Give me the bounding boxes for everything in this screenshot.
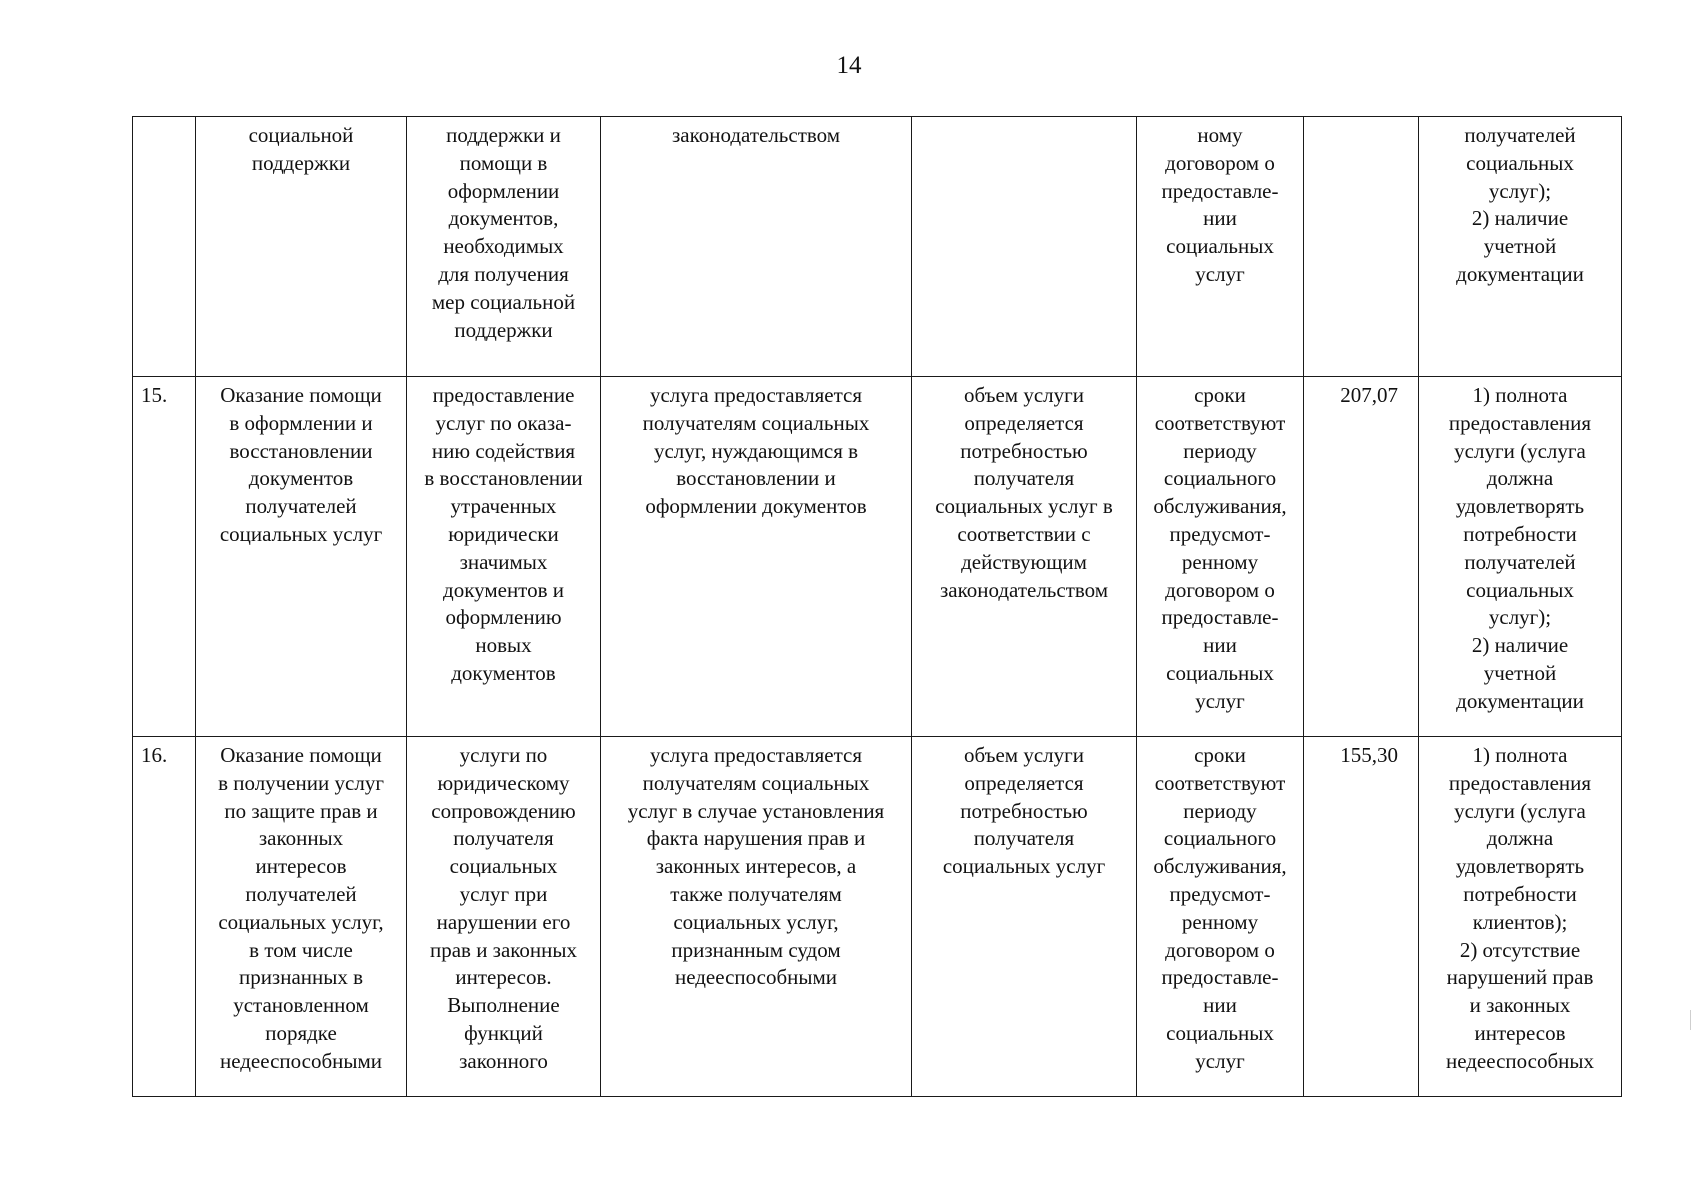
service-volume-cell: объем услуги определяется потребностью получателя социальных услуг [912, 737, 1137, 1097]
service-quality-cell: 1) полнота предоставления услуги (услуга должна удовлетворять потребности получателей социальных услуг); 2) наличие учетной документации [1419, 377, 1622, 737]
page-number: 14 [836, 52, 862, 79]
service-content-cell: поддержки и помощи в оформлении документов, необходимых для получения мер социальной поддержки [407, 117, 601, 377]
service-volume-cell [912, 117, 1137, 377]
service-content-cell: услуги по юридическому сопровождению получателя социальных услуг при нарушении его прав и законных интересов. Выполнение функций законного [407, 737, 601, 1097]
service-conditions-cell: законодательством [601, 117, 912, 377]
service-price-cell: 207,07 [1304, 377, 1419, 737]
table-row [133, 737, 1622, 1097]
service-terms-cell: ному договором о предоставле- нии социальных услуг [1137, 117, 1304, 377]
row-number-cell [133, 117, 196, 377]
scan-margin-mark [1690, 1010, 1691, 1030]
services-table [132, 116, 1622, 1097]
service-conditions-cell: услуга предоставляется получателям социальных услуг в случае установления факта нарушения прав и законных интересов, а также получателям социальных услуг, признанным судом недееспособными [601, 737, 912, 1097]
service-volume-cell: объем услуги определяется потребностью получателя социальных услуг в соответствии с действующим законодательством [912, 377, 1137, 737]
service-price-cell: 155,30 [1304, 737, 1419, 1097]
service-quality-cell: 1) полнота предоставления услуги (услуга должна удовлетворять потребности клиентов); 2) отсутствие нарушений прав и законных интересов недееспособных [1419, 737, 1622, 1097]
service-content-cell: предоставление услуг по оказа- нию содействия в восстановлении утраченных юридически значимых документов и оформлению новых документов [407, 377, 601, 737]
row-number-cell: 16. [133, 737, 196, 1097]
service-price-cell [1304, 117, 1419, 377]
service-terms-cell: сроки соответствуют периоду социального обслуживания, предусмот- ренному договором о предоставле- нии социальных услуг [1137, 737, 1304, 1097]
table-row [133, 117, 1622, 377]
service-name-cell: социальной поддержки [196, 117, 407, 377]
service-terms-cell: сроки соответствуют периоду социального обслуживания, предусмот- ренному договором о предоставле- нии социальных услуг [1137, 377, 1304, 737]
service-name-cell: Оказание помощи в оформлении и восстановлении документов получателей социальных услуг [196, 377, 407, 737]
service-name-cell: Оказание помощи в получении услуг по защите прав и законных интересов получателей социальных услуг, в том числе признанных в установленном порядке недееспособными [196, 737, 407, 1097]
service-conditions-cell: услуга предоставляется получателям социальных услуг, нуждающимся в восстановлении и оформлении документов [601, 377, 912, 737]
row-number-cell: 15. [133, 377, 196, 737]
service-quality-cell: получателей социальных услуг); 2) наличие учетной документации [1419, 117, 1622, 377]
table-row [133, 377, 1622, 737]
